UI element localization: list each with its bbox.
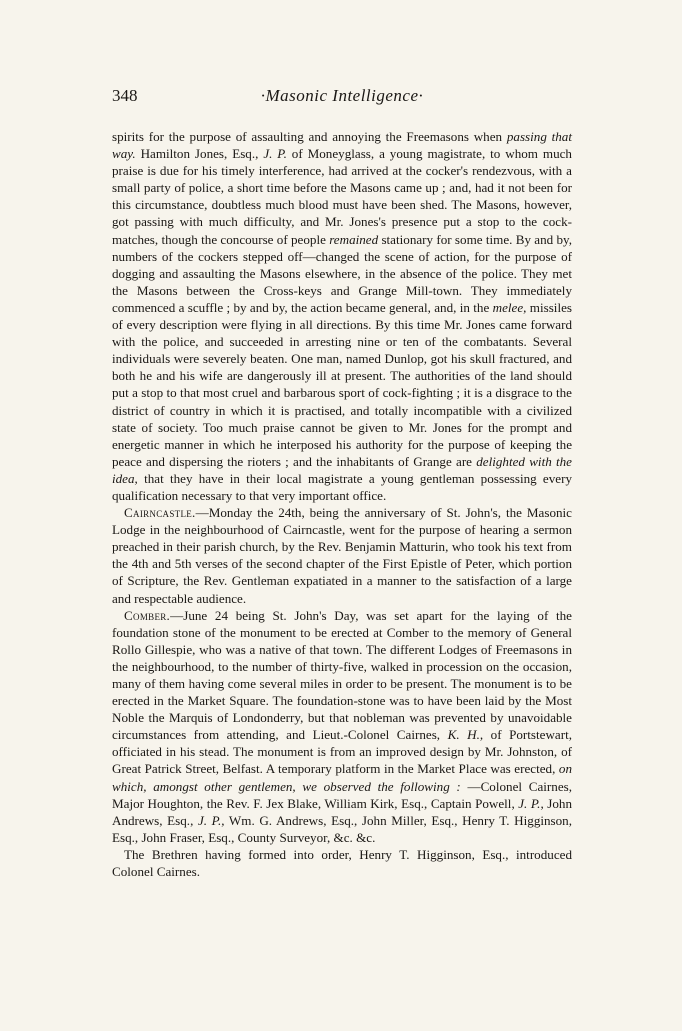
text-run: of Portstewart, officiated in his stead. The monument is from an improved design by Mr. Johnston, of Great Patrick Street, Belfast. A temporary platform in the Market Place was erected,	[112, 727, 572, 777]
italic-run: J. P.,	[518, 795, 544, 811]
text-run: —Colonel Cairnes, Major Houghton, the Rev. F. Jex Blake, William Kirk, Esq., Captain Powell,	[112, 778, 572, 811]
text-run: of Moneyglass, a young magistrate, to whom much praise is due for his timely interference, had arrived at the cocker's rendezvous, with a small party of police, a short time before the Masons came up ; and, had it not been for this circumstance, doubtless much blood must have been shed. The Masons, however, got passing with much difficulty, and Mr. Jones's presence put a stop to the cock-matches, though the concourse of people	[112, 146, 572, 247]
text-run: Hamilton Jones, Esq.,	[135, 146, 264, 162]
section-heading-cairncastle: Cairncastle.	[124, 505, 196, 521]
paragraph-brethren	[112, 846, 572, 880]
italic-run: passing that way.	[112, 129, 572, 162]
italic-run: delighted with the idea,	[112, 453, 572, 486]
italic-run: remained	[329, 231, 379, 247]
italic-run: J. P.,	[197, 812, 225, 828]
italic-run: melee,	[492, 299, 527, 315]
article-body	[112, 128, 572, 880]
italic-run: J. P.	[263, 146, 287, 162]
text-run: that they have in their local magistrate a young gentleman possessing every qualification necessary to that very important office.	[112, 470, 572, 503]
text-run: The Brethren having formed into order, Henry T. Higginson, Esq., introduced Colonel Cairnes.	[112, 846, 572, 880]
italic-run: on which, amongst other gentlemen, we observed the following :	[112, 761, 572, 794]
running-head	[112, 86, 572, 116]
text-run: —June 24 being St. John's Day, was set apart for the laying of the foundation stone of the monument to be erected at Comber to the memory of General Rollo Gillespie, who was a native of that town. The different Lodges of Freemasons in the neighbourhood, to the number of thirty-five, walked in procession on the occasion, many of them having come several miles in order to be present. The monument is to be erected in the Market Square. The foundation-stone was to have been laid by the Most Noble the Marquis of Londonderry, but that nobleman was prevented by unavoidable circumstances from attending, and Lieut.-Colonel Cairnes,	[112, 607, 572, 743]
running-title: ·Masonic Intelligence·	[260, 86, 424, 105]
paragraph-grange	[112, 128, 572, 504]
paragraph-cairncastle	[112, 504, 572, 607]
text-run: John Andrews, Esq.,	[112, 795, 572, 828]
italic-run: K. H.,	[447, 727, 484, 743]
text-run: stationary for some time. By and by, numbers of the cockers stepped off—changed the scene of action, for the purpose of dogging and assaulting the Masons elsewhere, in the absence of the police. They met the Masons between the Cross-keys and Grange Mill-town. They immediately commenced a scuffle ; by and by, the action became general, and, in the	[112, 231, 572, 315]
text-run: —Monday the 24th, being the anniversary of St. John's, the Masonic Lodge in the neighbourhood of Cairncastle, went for the purpose of hearing a sermon preached in their parish church, by the Rev. Benjamin Matturin, who took his text from the 4th and 5th verses of the second chapter of the First Epistle of Peter, which portion of Scripture, the Rev. Gentleman expatiated in a manner to the satisfaction of a large and respectable audience.	[112, 505, 572, 606]
text-run: missiles of every description were flying in all directions. By this time Mr. Jones came forward with the police, and succeeded in arresting nine or ten of the combatants. Several individuals were severely beaten. One man, named Dunlop, got his skull fractured, and both he and his wife are dangerously ill at present. The authorities of the land should put a stop to that most cruel and barbarous sport of cock-fighting ; it is a disgrace to the district of country in which it is practised, and totally incompatible with a civilized state of society. Too much praise cannot be given to Mr. Jones for the prompt and energetic manner in which he interposed his authority for the purpose of keeping the peace and dispersing the rioters ; and the inhabitants of Grange are	[112, 299, 572, 469]
page-number: 348	[112, 86, 138, 105]
section-heading-comber: Comber.	[124, 607, 171, 623]
text-run: spirits for the purpose of assaulting and annoying the Freemasons when	[112, 129, 507, 144]
text-run: Wm. G. Andrews, Esq., John Miller, Esq., Henry T. Higginson, Esq., John Fraser, Esq., County Surveyor, &c. &c.	[112, 812, 573, 845]
paragraph-comber	[112, 607, 572, 846]
